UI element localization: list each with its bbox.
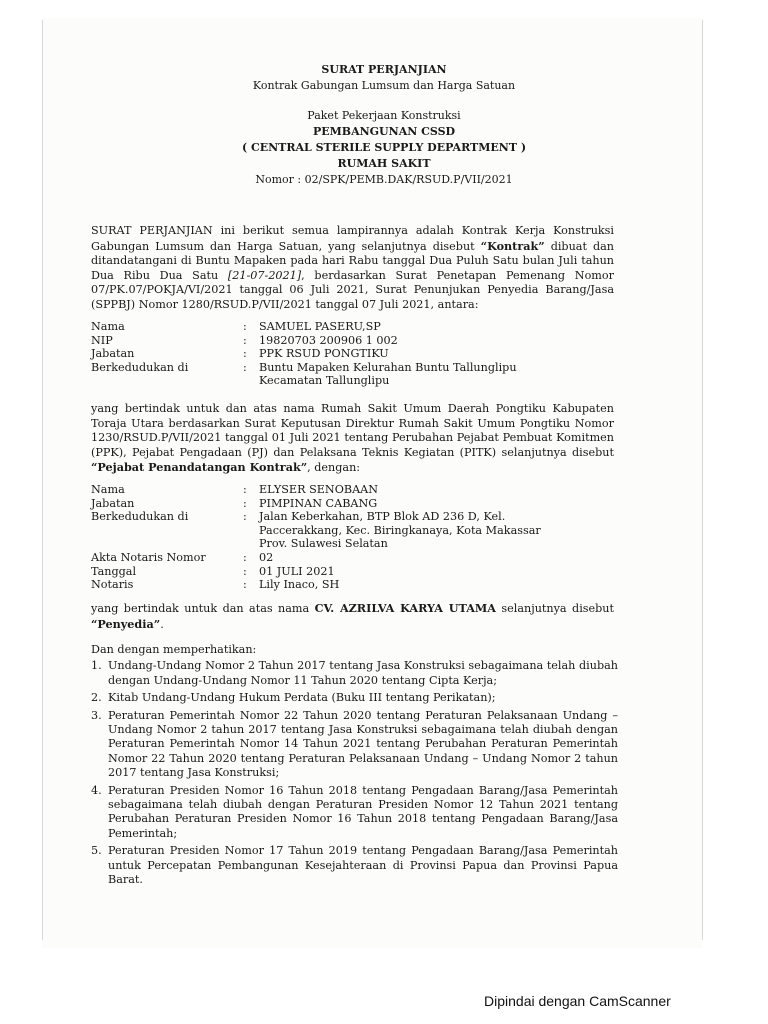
intro-date: [21-07-2021] [227, 268, 302, 282]
list-item [91, 691, 618, 705]
field-value [259, 510, 621, 551]
item-text: Peraturan Presiden Nomor 17 Tahun 2019 tentang Pengadaan Barang/Jasa Pemerintah untuk Percepatan Pembangunan Kesejahteraan di Provinsi Papua dan Provinsi Papua Barat. [108, 844, 618, 887]
item-text: Peraturan Pemerintah Nomor 22 Tahun 2020 tentang Peraturan Pelaksanaan Undang – Undang Nomor 2 tahun 2017 tentang Jasa Konstruksi sebagaimana telah diubah dengan Peraturan Pemerintah Nomor 14 Tahun 2021 tentang Perubahan Peraturan Pemerintah Nomor 22 Tahun 2020 tentang Peraturan Pelaksanaan Undang – Undang Nomor 2 tahun 2017 tentang Jasa Konstruksi; [108, 708, 618, 780]
field-colon: : [243, 483, 247, 496]
document-number: Nomor : 02/SPK/PEMB.DAK/RSUD.P/VII/2021 [255, 173, 513, 186]
list-item [91, 844, 618, 887]
field-colon: : [243, 578, 247, 592]
item-text: Peraturan Presiden Nomor 16 Tahun 2018 tentang Pengadaan Barang/Jasa Pemerintah sebagaimana telah diubah dengan Peraturan Presiden Nomor 12 Tahun 2021 tentang Perubahan Peraturan Presiden Nomor 16 Tahun 2018 tentang Pengadaan Barang/Jasa Pemerintah; [108, 783, 618, 840]
field-value: Lily Inaco, SH [259, 578, 340, 592]
party1-fields [91, 320, 621, 388]
camscanner-watermark: Dipindai dengan CamScanner [484, 993, 671, 1009]
field-label: Tanggal [91, 564, 137, 578]
field-value: 02 [259, 550, 274, 564]
signatory-term: “Pejabat Penandatangan Kontrak” [91, 460, 308, 475]
provider-text-3: . [160, 617, 164, 631]
list-item [91, 659, 618, 688]
intro-text-1: SURAT PERJANJIAN ini berikut semua lampirannya adalah Kontrak Kerja Konstruksi Gabungan Lumsum dan Harga Satuan, yang selanjutnya disebut [91, 224, 614, 253]
middle-text-1: yang bertindak untuk dan atas nama Rumah Sakit Umum Daerah Pongtiku Kabupaten Toraja Utara berdasarkan Surat Keputusan Direktur Rumah Sakit Umum Pongtiku Nomor 1230/RSUD.P/VII/2021 tanggal 01 Juli 2021 tentang Perubahan Pejabat Pembuat Komitmen (PPK), Pejabat Pengadaan (PJ) dan Pelaksana Teknis Kegiatan (PITK) selanjutnya disebut [91, 402, 614, 459]
field-label: Jabatan [91, 347, 135, 361]
provider-text-2: selanjutnya disebut [495, 602, 614, 615]
party2-name-row [91, 483, 621, 497]
list-item [91, 709, 618, 781]
project-place: RUMAH SAKIT [337, 157, 431, 170]
list-item [91, 784, 618, 842]
intro-kontrak-term: “Kontrak” [480, 238, 545, 253]
field-value: SAMUEL PASERU,SP [259, 320, 381, 333]
field-value: 01 JULI 2021 [259, 564, 335, 578]
package-label: Paket Pekerjaan Konstruksi [307, 109, 461, 122]
field-label: Notaris [91, 578, 134, 592]
party2-fields [91, 483, 621, 592]
provider-text-1: yang bertindak untuk dan atas nama [91, 602, 315, 615]
provider-term: “Penyedia” [91, 616, 161, 631]
party1-name-row [91, 320, 621, 334]
field-value: PIMPINAN CABANG [259, 496, 378, 510]
middle-paragraph [91, 402, 614, 476]
middle-text-2: , dengan: [307, 461, 361, 475]
field-colon: : [243, 360, 247, 374]
project-name: PEMBANGUNAN CSSD [312, 125, 456, 138]
domicile-line-2: Kecamatan Tallunglipu [259, 374, 390, 388]
considering-list [91, 643, 618, 891]
field-value [259, 361, 621, 388]
domicile-line-3: Prov. Sulawesi Selatan [259, 537, 388, 551]
document-header [0, 62, 768, 188]
field-colon: : [243, 333, 247, 347]
considering-heading: Dan dengan memperhatikan: [91, 643, 257, 656]
field-value: ELYSER SENOBAAN [259, 483, 379, 496]
intro-paragraph [91, 224, 614, 313]
item-text: Undang-Undang Nomor 2 Tahun 2017 tentang Jasa Konstruksi sebagaimana telah diubah dengan Undang-Undang Nomor 11 Tahun 2020 tentang Cipta Kerja; [108, 659, 618, 687]
field-label: Nama [91, 320, 125, 333]
item-number: 4. [91, 783, 102, 797]
provider-paragraph [91, 601, 614, 632]
party2-position-row [91, 497, 621, 511]
intro-text-2: dibuat dan ditandatangani di Buntu Mapaken pada hari Rabu tanggal Dua Puluh Satu bulan Juli tahun Dua Ribu Dua Satu [91, 239, 615, 282]
project-detail: ( CENTRAL STERILE SUPPLY DEPARTMENT ) [241, 141, 527, 154]
field-colon: : [243, 347, 247, 361]
item-number: 5. [91, 844, 102, 858]
field-label: Berkedudukan di [91, 510, 189, 524]
party2-domicile-row [91, 510, 621, 551]
field-label: Nama [91, 483, 125, 496]
field-label: Berkedudukan di [91, 360, 189, 374]
field-colon: : [243, 510, 247, 524]
field-colon: : [243, 550, 247, 564]
party2-notary-row [91, 578, 621, 592]
field-label: NIP [91, 333, 113, 347]
document-title: SURAT PERJANJIAN [321, 63, 447, 76]
party1-nip-row [91, 334, 621, 348]
domicile-line-2: Paccerakkang, Kec. Biringkanaya, Kota Makassar [259, 523, 541, 537]
item-number: 2. [91, 691, 102, 705]
item-number: 1. [91, 659, 102, 673]
field-colon: : [243, 564, 247, 578]
party2-notary-deed-row [91, 551, 621, 565]
party1-domicile-row [91, 361, 621, 388]
field-value: PPK RSUD PONGTIKU [259, 347, 389, 361]
field-label: Akta Notaris Nomor [91, 550, 206, 564]
domicile-line-1: Jalan Keberkahan, BTP Blok AD 236 D, Kel. [259, 510, 506, 524]
party1-position-row [91, 347, 621, 361]
document-subtitle: Kontrak Gabungan Lumsum dan Harga Satuan [252, 79, 516, 92]
field-value: 19820703 200906 1 002 [259, 333, 398, 347]
domicile-line-1: Buntu Mapaken Kelurahan Buntu Tallunglipu [259, 360, 517, 374]
field-label: Jabatan [91, 496, 135, 510]
provider-company: CV. AZRILVA KARYA UTAMA [314, 601, 496, 615]
item-text: Kitab Undang-Undang Hukum Perdata (Buku III tentang Perikatan); [108, 691, 496, 705]
intro-text-3: , berdasarkan Surat Penetapan Pemenang Nomor 07/PK.07/POKJA/VI/2021 tanggal 06 Juli 2021, Surat Penunjukan Penyedia Barang/Jasa (SPPBJ) Nomor 1280/RSUD.P/VII/2021 tanggal 07 Juli 2021, antara: [91, 268, 614, 311]
party2-date-row [91, 565, 621, 579]
item-number: 3. [91, 708, 102, 722]
field-colon: : [243, 320, 247, 333]
field-colon: : [243, 496, 247, 510]
